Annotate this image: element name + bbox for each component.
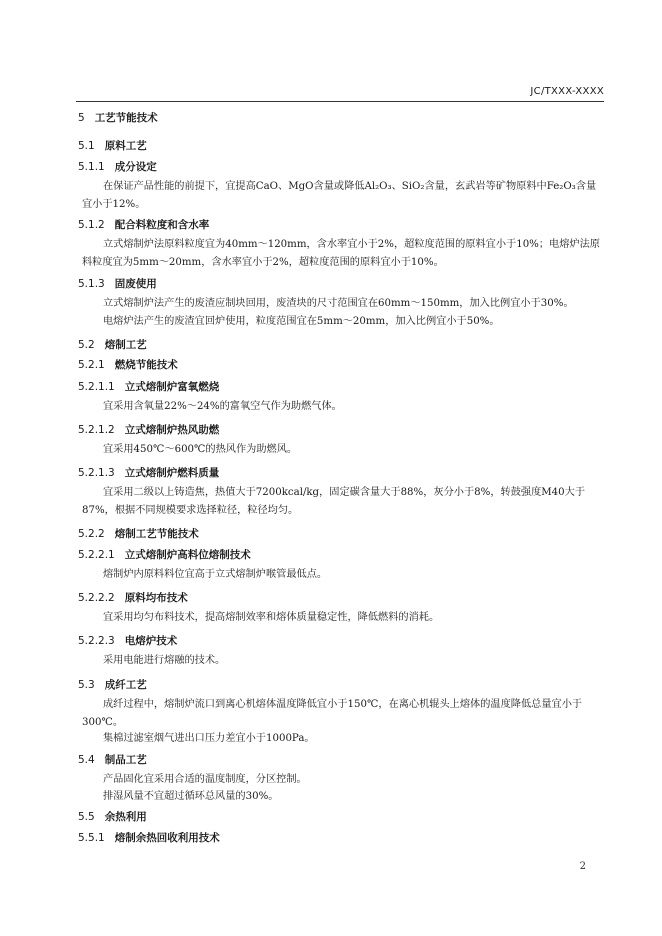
heading-5-1-1: 5.1.1 成分设定 bbox=[78, 161, 157, 173]
heading-5-1-3: 5.1.3 固废使用 bbox=[78, 278, 157, 290]
paragraph-waste-electric: 电熔炉法产生的废渣宜回炉使用，粒度范围宜在5mm～20mm，加入比例宜小于50%。 bbox=[103, 316, 500, 327]
heading-5-2-1-2: 5.2.1.2 立式熔制炉热风助燃 bbox=[78, 424, 220, 436]
paragraph-exhaust: 排湿风量不宜超过循环总风量的30%。 bbox=[103, 791, 279, 802]
heading-5-3: 5.3 成纤工艺 bbox=[78, 679, 147, 691]
page-number: 2 bbox=[579, 861, 586, 872]
heading-5-4: 5.4 制品工艺 bbox=[78, 754, 147, 766]
paragraph-fiberizing: 成纤过程中，熔制炉流口到离心机熔体温度降低宜小于150℃，在离心机辊头上熔体的温度降低总量宜小于300℃。 bbox=[82, 699, 583, 728]
paragraph-particle-size: 立式熔制炉法原料粒度宜为40mm～120mm，含水率宜小于2%，超粒度范围的原料宜小于10%；电熔炉法原料粒度宜为5mm～20mm，含水率宜小于2%，超粒度范围的原料宜小于10%。 bbox=[82, 239, 600, 268]
paragraph-fuel: 宜采用二级以上铸造焦，热值大于7200kcal/kg，固定碳含量大于88%，灰分小于8%，转鼓强度M40大于87%，根据不同规模要求选择粒径，粒径均匀。 bbox=[82, 487, 586, 516]
paragraph-composition: 在保证产品性能的前提下，宜提高CaO、MgO含量或降低Al₂O₃、SiO₂含量，玄武岩等矿物原料中Fe₂O₃含量宜小于12%。 bbox=[82, 181, 597, 210]
paragraph-hot-air: 宜采用450℃～600℃的热风作为助燃风。 bbox=[103, 444, 298, 455]
paragraph-oxygen: 宜采用含氧量22%～24%的富氧空气作为助燃气体。 bbox=[103, 401, 342, 412]
heading-5-5: 5.5 余热利用 bbox=[78, 811, 147, 823]
paragraph-material-level: 熔制炉内原料料位宜高于立式熔制炉喉管最低点。 bbox=[103, 569, 328, 580]
paragraph-waste-vertical: 立式熔制炉法产生的废渣应制块回用，废渣块的尺寸范围宜在60mm～150mm，加入比例宜小于30%。 bbox=[103, 298, 574, 309]
heading-5-2-1: 5.2.1 燃烧节能技术 bbox=[78, 359, 178, 371]
heading-5-1: 5.1 原料工艺 bbox=[78, 140, 147, 152]
heading-5-2: 5.2 熔制工艺 bbox=[78, 339, 147, 351]
paragraph-curing: 产品固化宜采用合适的温度制度，分区控制。 bbox=[103, 774, 307, 785]
paragraph-electric-melt: 采用电能进行熔融的技术。 bbox=[103, 655, 226, 666]
heading-5-2-2-2: 5.2.2.2 原料均布技术 bbox=[78, 592, 188, 604]
heading-5-2-1-3: 5.2.1.3 立式熔制炉燃料质量 bbox=[78, 467, 220, 479]
paragraph-distribution: 宜采用均匀布料技术，提高熔制效率和熔体质量稳定性，降低燃料的消耗。 bbox=[103, 612, 440, 623]
heading-5-2-2: 5.2.2 熔制工艺节能技术 bbox=[78, 528, 199, 540]
heading-5-2-2-1: 5.2.2.1 立式熔制炉高料位熔制技术 bbox=[78, 549, 251, 561]
document-code: JC/TXXX-XXXX bbox=[530, 86, 604, 97]
heading-5-2-2-3: 5.2.2.3 电熔炉技术 bbox=[78, 635, 178, 647]
heading-5-5-1: 5.5.1 熔制余热回收利用技术 bbox=[78, 832, 220, 844]
paragraph-pressure: 集棉过滤室烟气进出口压力差宜小于1000Pa。 bbox=[103, 733, 315, 744]
heading-5-2-1-1: 5.2.1.1 立式熔制炉富氧燃烧 bbox=[78, 381, 220, 393]
heading-5: 5 工艺节能技术 bbox=[78, 112, 158, 124]
header-rule bbox=[76, 101, 604, 102]
heading-5-1-2: 5.1.2 配合料粒度和含水率 bbox=[78, 219, 210, 231]
